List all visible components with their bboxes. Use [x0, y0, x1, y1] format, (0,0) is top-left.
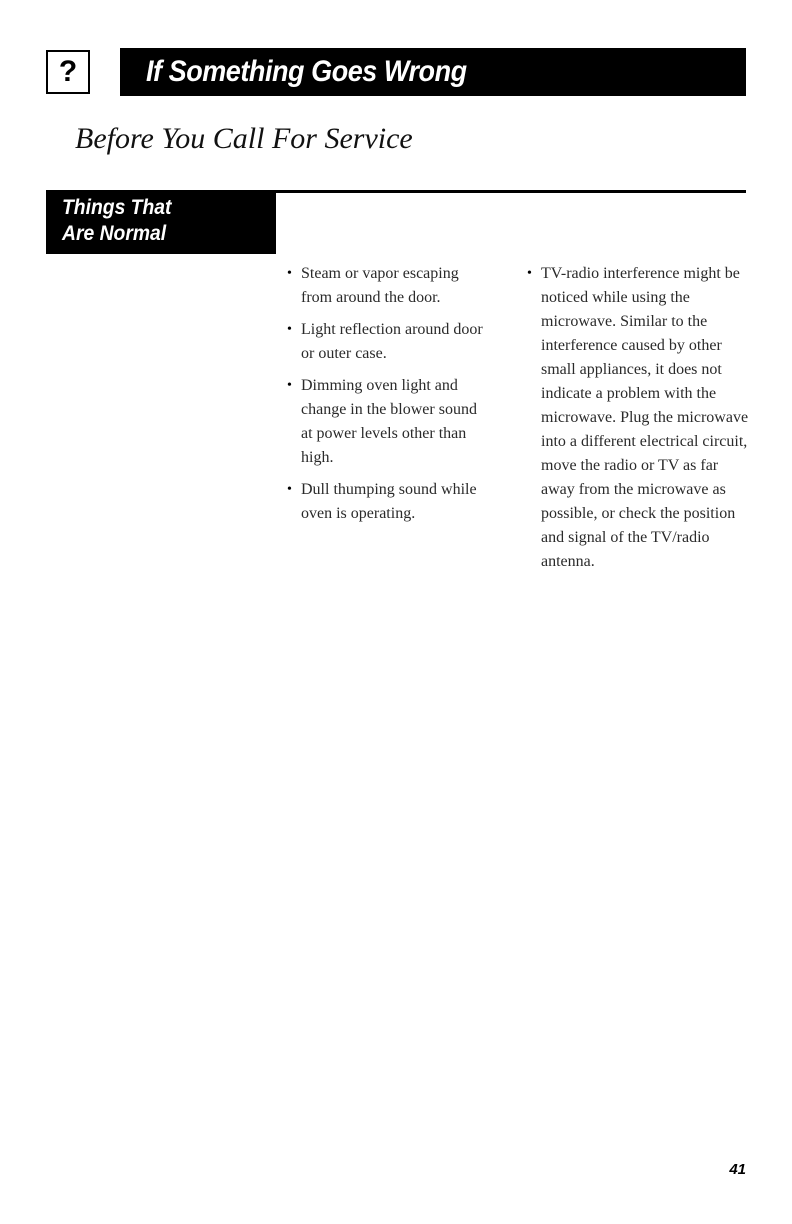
- right-column-list: [527, 262, 749, 582]
- left-column-list: [287, 262, 492, 534]
- bullet-icon: •: [287, 482, 292, 497]
- bullet-icon: •: [287, 378, 292, 393]
- question-icon: ?: [46, 50, 90, 94]
- list-item-text: Dull thumping sound while oven is operating.: [301, 481, 477, 522]
- page-subtitle: Before You Call For Service: [75, 122, 413, 155]
- list-item: [527, 262, 749, 574]
- section-label: [46, 190, 276, 254]
- page-title: If Something Goes Wrong: [146, 55, 467, 88]
- section-label-line1: Things That: [62, 196, 172, 219]
- section-label-line2: Are Normal: [62, 222, 167, 245]
- list-item: [287, 318, 492, 366]
- bullet-icon: •: [287, 322, 292, 337]
- list-item: [287, 478, 492, 526]
- page-title-bar: [120, 48, 746, 96]
- bullet-icon: •: [287, 266, 292, 281]
- list-item-text: TV-radio interference might be noticed while using the microwave. Similar to the interference caused by other small appliances, it does not indicate a problem with the microwave. Plug the microwave into a different electrical circuit, move the radio or TV as far away from the microwave as possible, or check the position and signal of the TV/radio antenna.: [541, 265, 749, 570]
- bullet-icon: •: [527, 266, 532, 281]
- list-item: [287, 374, 492, 470]
- list-item: [287, 262, 492, 310]
- page-number: 41: [729, 1161, 746, 1178]
- list-item-text: Dimming oven light and change in the blower sound at power levels other than high.: [301, 377, 477, 466]
- list-item-text: Steam or vapor escaping from around the door.: [301, 265, 459, 306]
- list-item-text: Light reflection around door or outer case.: [301, 321, 483, 362]
